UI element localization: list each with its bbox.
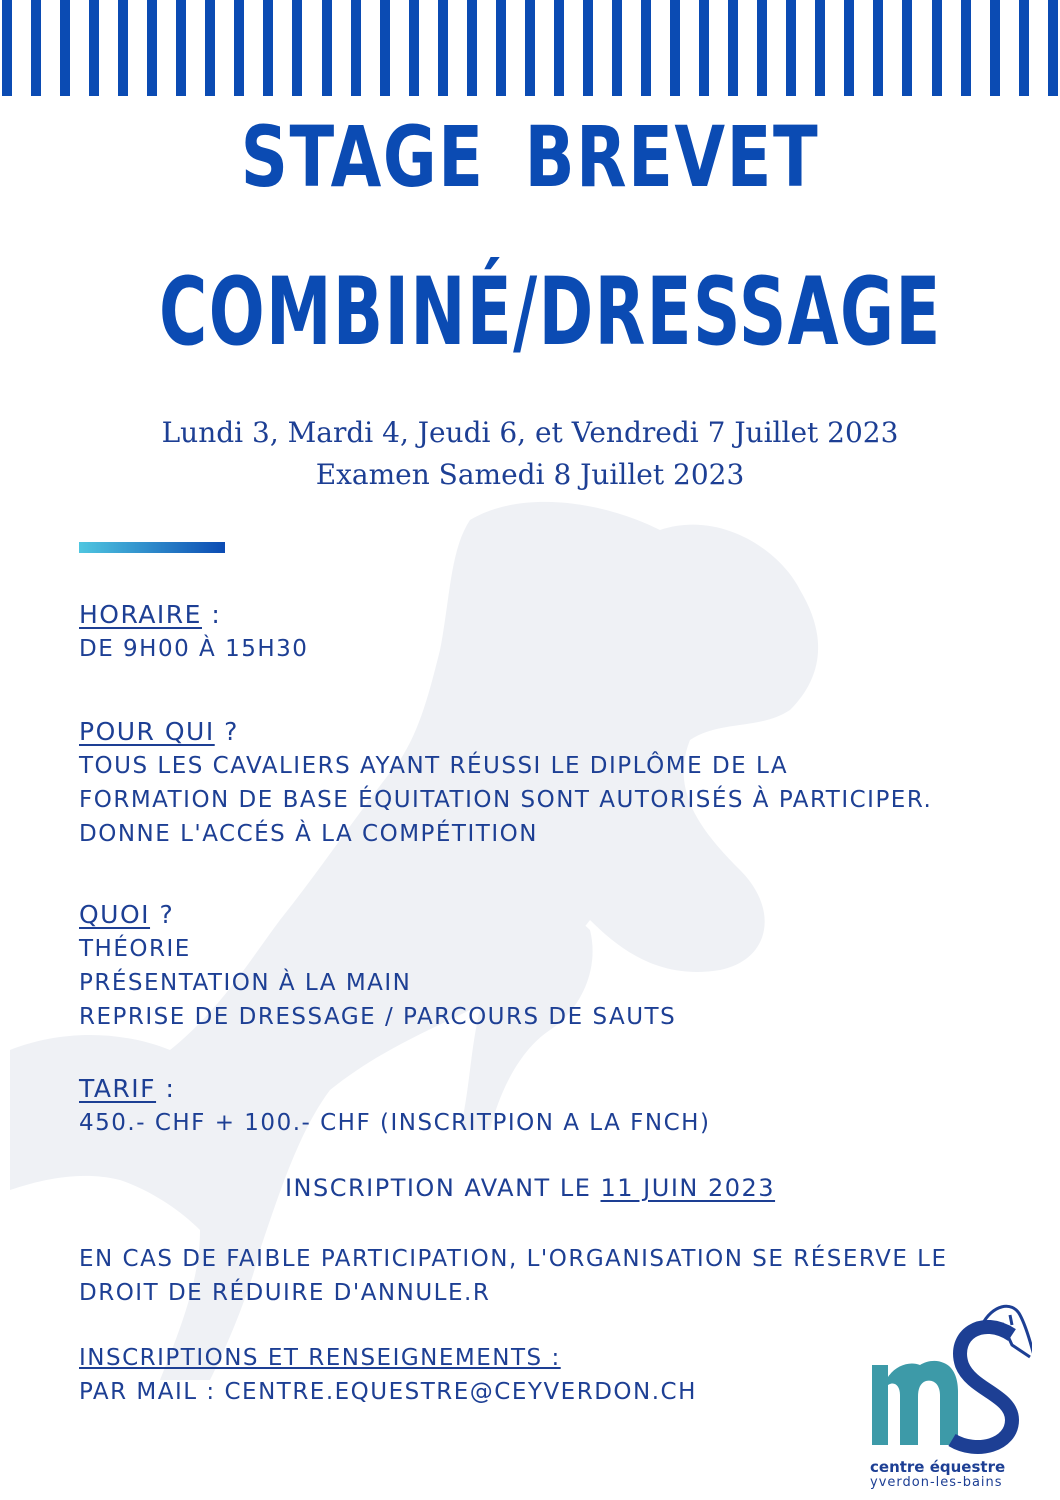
inscription-prefix: INSCRIPTION AVANT LE — [284, 1174, 601, 1202]
inscription-date: 11 JUIN 2023 — [600, 1174, 776, 1202]
horaire-line: DE 9H00 À 15H30 — [79, 636, 309, 662]
tarif-line: 450.- CHF + 100.- CHF (INSCRITPION A LA FNCH) — [79, 1110, 711, 1136]
pour-qui-heading: POUR QUI — [79, 717, 215, 746]
pour-qui-line-2: FORMATION DE BASE ÉQUITATION SONT AUTORISÉS À PARTICIPER. — [79, 787, 933, 813]
section-annulation — [79, 1242, 948, 1310]
logo-text-line-2: yverdon-les-bains — [870, 1475, 1003, 1490]
quoi-heading: QUOI — [79, 900, 151, 929]
accent-bar — [79, 542, 225, 553]
quoi-heading-suffix: ? — [150, 900, 175, 929]
contact-email-line[interactable]: PAR MAIL : CENTRE.EQUESTRE@CEYVERDON.CH — [79, 1379, 697, 1405]
tarif-heading-suffix: : — [156, 1074, 176, 1103]
horaire-heading: HORAIRE — [79, 600, 202, 629]
pour-qui-line-1: TOUS LES CAVALIERS AYANT RÉUSSI LE DIPLÔME DE LA — [79, 753, 789, 779]
quoi-line-2: PRÉSENTATION À LA MAIN — [79, 970, 412, 996]
section-pour-qui — [79, 715, 932, 851]
centre-equestre-logo — [862, 1295, 1032, 1490]
tarif-heading: TARIF — [79, 1074, 157, 1103]
section-contact — [79, 1341, 697, 1409]
pour-qui-line-3: DONNE L'ACCÉS À LA COMPÉTITION — [79, 821, 538, 847]
pour-qui-heading-suffix: ? — [214, 717, 239, 746]
dates-line: Lundi 3, Mardi 4, Jeudi 6, et Vendredi 7 Juillet 2023 — [161, 416, 899, 449]
title-line-2: COMBINÉ/DRESSAGE — [159, 258, 942, 367]
inscription-deadline — [0, 1174, 1060, 1202]
section-horaire — [79, 598, 308, 666]
quoi-line-3: REPRISE DE DRESSAGE / PARCOURS DE SAUTS — [79, 1004, 677, 1030]
annulation-line-2: DROIT DE RÉDUIRE D'ANNULE.R — [79, 1280, 491, 1306]
annulation-line-1: EN CAS DE FAIBLE PARTICIPATION, L'ORGANISATION SE RÉSERVE LE — [79, 1246, 948, 1272]
title-line-1: STAGE BREVET — [240, 108, 820, 206]
horse-head-logo-icon — [862, 1295, 1032, 1460]
exam-date-line: Examen Samedi 8 Juillet 2023 — [315, 458, 745, 491]
quoi-line-1: THÉORIE — [79, 936, 191, 962]
horaire-heading-suffix: : — [201, 600, 222, 629]
section-tarif — [79, 1072, 710, 1140]
logo-text-line-1: centre équestre — [870, 1458, 1006, 1476]
contact-heading: INSCRIPTIONS ET RENSEIGNEMENTS : — [79, 1345, 561, 1371]
section-quoi — [79, 898, 676, 1034]
